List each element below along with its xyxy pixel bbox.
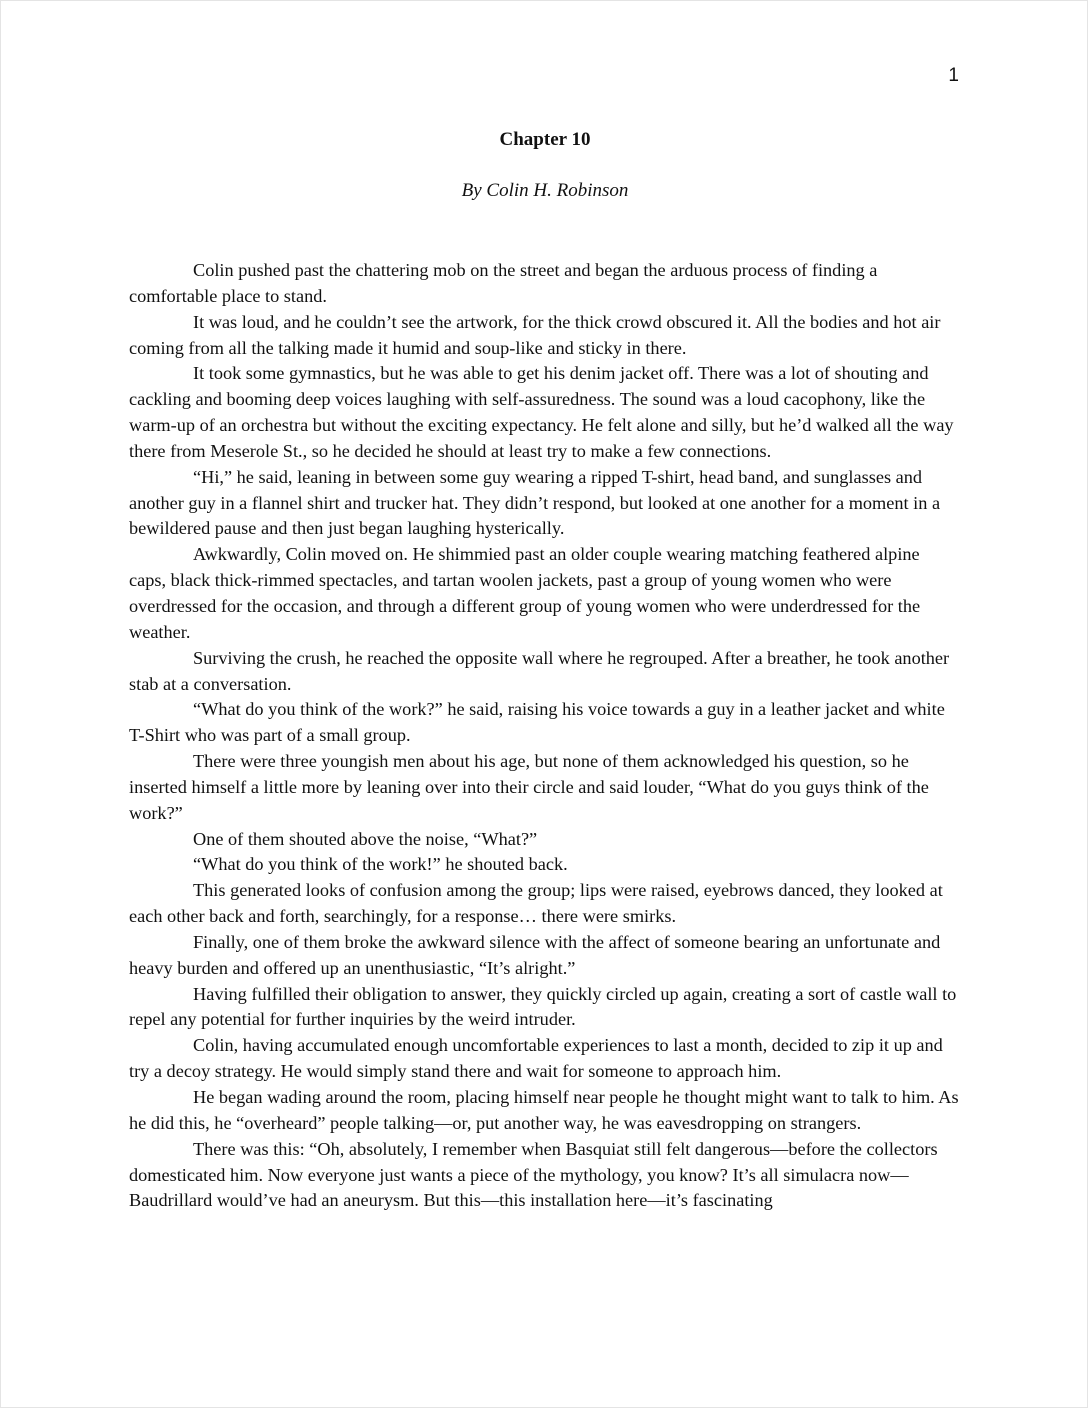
body-text — [129, 258, 961, 1214]
paragraph: “What do you think of the work!” he shouted back. — [193, 854, 568, 875]
paragraph: Surviving the crush, he reached the opposite wall where he regrouped. After a breather, he took another stab at a conversation. — [129, 647, 950, 694]
paragraph: “Hi,” he said, leaning in between some guy wearing a ripped T-shirt, head band, and sunglasses and another guy in a flannel shirt and trucker hat. They didn’t respond, but looked at one another for a moment in a bewildered pause and then just began laughing hysterically. — [129, 466, 941, 539]
paragraph: Having fulfilled their obligation to answer, they quickly circled up again, creating a sort of castle wall to repel any potential for further inquiries by the weird intruder. — [129, 983, 957, 1030]
paragraph: “What do you think of the work?” he said, raising his voice towards a guy in a leather jacket and white T-Shirt who was part of a small group. — [129, 699, 945, 746]
paragraph: Finally, one of them broke the awkward silence with the affect of someone bearing an unfortunate and heavy burden and offered up an unenthusiastic, “It’s alright.” — [129, 931, 941, 978]
paragraph: This generated looks of confusion among the group; lips were raised, eyebrows danced, they looked at each other back and forth, searchingly, for a response… there were smirks. — [129, 880, 943, 927]
paragraph: There were three youngish men about his age, but none of them acknowledged his question, so he inserted himself a little more by leaning over into their circle and said louder, “What do you guys think of the work?” — [129, 751, 929, 823]
paragraph: Awkwardly, Colin moved on. He shimmied past an older couple wearing matching feathered alpine caps, black thick-rimmed spectacles, and tartan woolen jackets, past a group of young women who were overdressed for the occasion, and through a different group of young women who were underdressed for the weather. — [129, 544, 921, 642]
paragraph: Colin, having accumulated enough uncomfortable experiences to last a month, decided to zip it up and try a decoy strategy. He would simply stand there and wait for someone to approach him. — [129, 1035, 943, 1082]
paragraph: Colin pushed past the chattering mob on the street and began the arduous process of finding a comfortable place to stand. — [129, 260, 878, 306]
author-byline: By Colin H. Robinson — [461, 180, 629, 201]
paragraph: It took some gymnastics, but he was able to get his denim jacket off. There was a lot of shouting and cackling and booming deep voices laughing with self-assuredness. The sound was a loud cacophony, like the warm-up of an orchestra but without the exciting expectancy. He felt alone and silly, but he’d walked all the way there from Meserole St., so he decided he should at least try to make a few connections. — [129, 363, 954, 461]
chapter-title: Chapter 10 — [499, 129, 591, 150]
paragraph: It was loud, and he couldn’t see the artwork, for the thick crowd obscured it. All the bodies and hot air coming from all the talking made it humid and soup-like and sticky in there. — [129, 311, 941, 358]
page-number: 1 — [948, 65, 959, 86]
paragraph: One of them shouted above the noise, “What?” — [193, 828, 538, 849]
paragraph: He began wading around the room, placing himself near people he thought might want to talk to him. As he did this, he “overheard” people talking—or, put another way, he was eavesdropping on strangers. — [129, 1087, 959, 1133]
paragraph: There was this: “Oh, absolutely, I remember when Basquiat still felt dangerous—before the collectors domesticated him. Now everyone just wants a piece of the mythology, you know? It’s all simulacra now—Baudrillard would’ve had an aneurysm. But this—this installation here—it’s fascinating — [129, 1138, 938, 1211]
